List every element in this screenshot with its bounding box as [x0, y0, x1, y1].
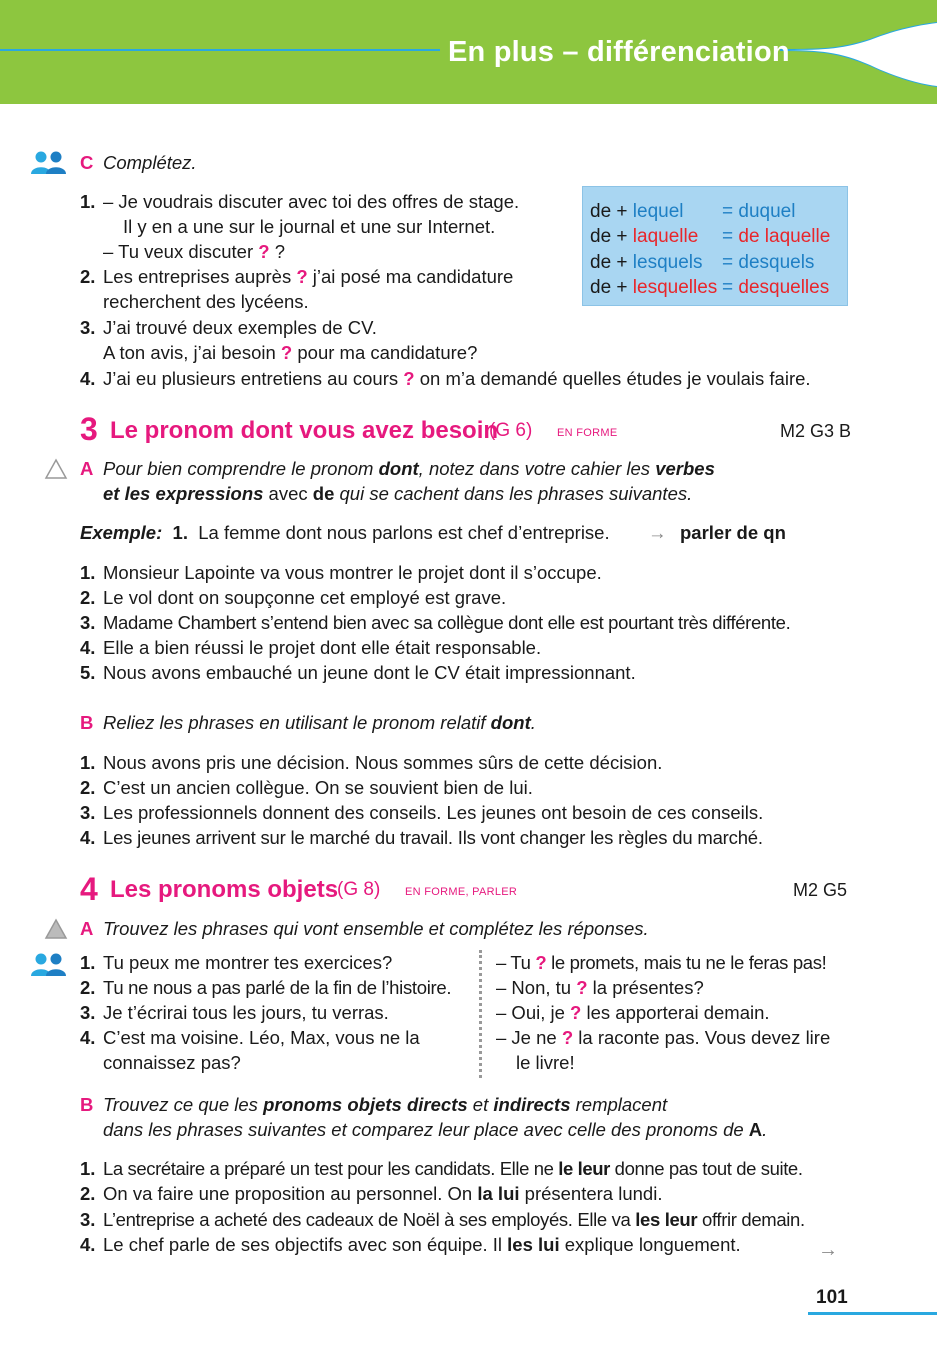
list-item: Monsieur Lapointe va vous montrer le projet dont il s’occupe. [103, 562, 602, 583]
answer-item: – Non, tu ? la présentes? [496, 977, 704, 998]
part-a-letter: A [80, 458, 94, 479]
list-item-number: 5. [80, 662, 96, 683]
list-item-number: 3. [80, 802, 96, 823]
grammar-table-result: = desquels [722, 252, 815, 273]
item-number: 4. [80, 368, 96, 389]
list-item-number: 1. [80, 752, 96, 773]
arrow-icon: → [648, 522, 667, 543]
list-item: On va faire une proposition au personnel. On la lui présentera lundi. [103, 1183, 663, 1204]
section-3-grammar-ref: (G 6) [489, 420, 533, 441]
part-c-instruction: Complétez. [103, 152, 197, 173]
answer-item: – Tu ? le promets, mais tu ne le feras pas! [496, 952, 827, 973]
item-number: 2. [80, 266, 96, 287]
header-rule [0, 49, 440, 51]
list-item: L’entreprise a acheté des cadeaux de Noël à ses employés. Elle va les leur offrir demain. [103, 1209, 805, 1230]
list-item-number: 3. [80, 612, 96, 633]
list-item-number: 3. [80, 1002, 96, 1023]
list-item: C’est ma voisine. Léo, Max, vous ne la [103, 1027, 420, 1048]
list-item: Les jeunes arrivent sur le marché du travail. Ils vont changer les règles du marché. [103, 827, 763, 848]
blank-marker: ? [576, 977, 588, 998]
part-b-letter: B [80, 712, 94, 733]
section-4-grammar-ref: (G 8) [337, 879, 381, 900]
part-a-instruction: Trouvez les phrases qui vont ensemble et complétez les réponses. [103, 918, 649, 939]
part-a-instruction: Pour bien comprendre le pronom dont, notez dans votre cahier les verbes [103, 458, 715, 479]
section-3-tag: EN FORME [557, 427, 618, 439]
grammar-table-result: = desquelles [722, 277, 830, 298]
list-item-number: 4. [80, 827, 96, 848]
section-4-number: 4 [80, 871, 98, 907]
part-b-instruction: Reliez les phrases en utilisant le pronom relatif dont. [103, 712, 536, 733]
item-text: recherchent des lycéens. [103, 291, 309, 312]
page-number: 101 [816, 1287, 848, 1308]
list-item: Tu peux me montrer tes exercices? [103, 952, 393, 973]
list-item-number: 1. [80, 1158, 96, 1179]
list-item-number: 1. [80, 562, 96, 583]
grammar-table-result: = de laquelle [722, 226, 831, 247]
list-item: Elle a bien réussi le projet dont elle était responsable. [103, 637, 542, 658]
part-b-instruction: Trouvez ce que les pronoms objets directs et indirects remplacent [103, 1094, 668, 1115]
difficulty-triangle-filled-icon [44, 918, 68, 940]
page-number-rule [808, 1312, 937, 1315]
grammar-table-result: = duquel [722, 201, 796, 222]
list-item: Nous avons embauché un jeune dont le CV était impressionnant. [103, 662, 636, 683]
blank-marker: ? [535, 952, 547, 973]
item-text: – Je voudrais discuter avec toi des offres de stage. [103, 191, 520, 212]
section-3-code: M2 G3 B [780, 421, 852, 441]
item-text: J’ai trouvé deux exemples de CV. [103, 317, 377, 338]
pair-work-icon [30, 952, 68, 978]
part-b-instruction: dans les phrases suivantes et comparez leur place avec celle des pronoms de A. [103, 1119, 768, 1140]
section-4-code: M2 G5 [793, 880, 848, 900]
blank-marker: ? [296, 266, 308, 287]
part-a-instruction: et les expressions avec de qui se cachent dans les phrases suivantes. [103, 483, 693, 504]
page-title: En plus – différenciation [448, 36, 790, 68]
blank-marker: ? [280, 342, 293, 363]
list-item-number: 4. [80, 637, 96, 658]
section-3-number: 3 [80, 411, 98, 447]
list-item: La secrétaire a préparé un test pour les candidats. Elle ne le leur donne pas tout de suite. [103, 1158, 803, 1179]
grammar-table-row: de + laquelle [590, 226, 699, 247]
list-item: Le vol dont on soupçonne cet employé est grave. [103, 587, 507, 608]
blank-marker: ? [258, 241, 270, 262]
list-item-number: 4. [80, 1234, 96, 1255]
answer-item: – Oui, je ? les apporterai demain. [496, 1002, 770, 1023]
answer-item: le livre! [516, 1052, 575, 1073]
grammar-table-row: de + lequel [590, 201, 684, 222]
item-number: 3. [80, 317, 96, 338]
blank-marker: ? [403, 368, 415, 389]
list-item: C’est un ancien collègue. On se souvient bien de lui. [103, 777, 533, 798]
list-item-number: 4. [80, 1027, 96, 1048]
part-a-letter: A [80, 918, 94, 939]
blank-marker: ? [561, 1027, 574, 1048]
list-item-number: 1. [80, 952, 96, 973]
list-item-number: 2. [80, 977, 96, 998]
column-divider [479, 950, 482, 1078]
section-4-title: Les pronoms objets [110, 876, 339, 903]
list-item: Tu ne nous a pas parlé de la fin de l’histoire. [103, 977, 452, 998]
item-text: Il y en a une sur le journal et une sur Internet. [123, 216, 496, 237]
list-item: Je t’écrirai tous les jours, tu verras. [103, 1002, 389, 1023]
grammar-table-row: de + lesquelles [590, 277, 718, 298]
section-3-title: Le pronom dont vous avez besoin [110, 417, 499, 444]
item-text: Les entreprises auprès ? j’ai posé ma candidature [103, 266, 514, 287]
item-text: J’ai eu plusieurs entretiens au cours ? on m’a demandé quelles études je voulais faire. [103, 368, 811, 389]
example-line: Exemple: 1. La femme dont nous parlons est chef d’entreprise. [80, 522, 610, 543]
section-4-tag: EN FORME, PARLER [405, 886, 518, 898]
blank-marker: ? [570, 1002, 582, 1023]
item-text: A ton avis, j’ai besoin ? pour ma candidature? [103, 342, 478, 363]
grammar-table-row: de + lesquels [590, 252, 703, 273]
difficulty-triangle-icon [44, 458, 68, 480]
list-item: connaissez pas? [103, 1052, 241, 1073]
list-item-number: 2. [80, 1183, 96, 1204]
part-c-letter: C [80, 152, 94, 173]
list-item: Le chef parle de ses objectifs avec son équipe. Il les lui explique longuement. [103, 1234, 741, 1255]
answer-item: – Je ne ? la raconte pas. Vous devez lire [496, 1027, 831, 1048]
list-item-number: 3. [80, 1209, 96, 1230]
item-text: – Tu veux discuter ? ? [103, 241, 286, 262]
item-number: 1. [80, 191, 96, 212]
pair-work-icon [30, 150, 68, 176]
part-b-letter: B [80, 1094, 94, 1115]
list-item: Nous avons pris une décision. Nous sommes sûrs de cette décision. [103, 752, 663, 773]
example-answer: parler de qn [680, 522, 786, 543]
list-item-number: 2. [80, 777, 96, 798]
list-item: Madame Chambert s’entend bien avec sa collègue dont elle est pourtant très différente. [103, 612, 791, 633]
list-item: Les professionnels donnent des conseils. Les jeunes ont besoin de ces conseils. [103, 802, 764, 823]
list-item-number: 2. [80, 587, 96, 608]
header-wave-decoration [780, 20, 937, 90]
next-page-arrow-icon[interactable]: → [818, 1239, 838, 1261]
